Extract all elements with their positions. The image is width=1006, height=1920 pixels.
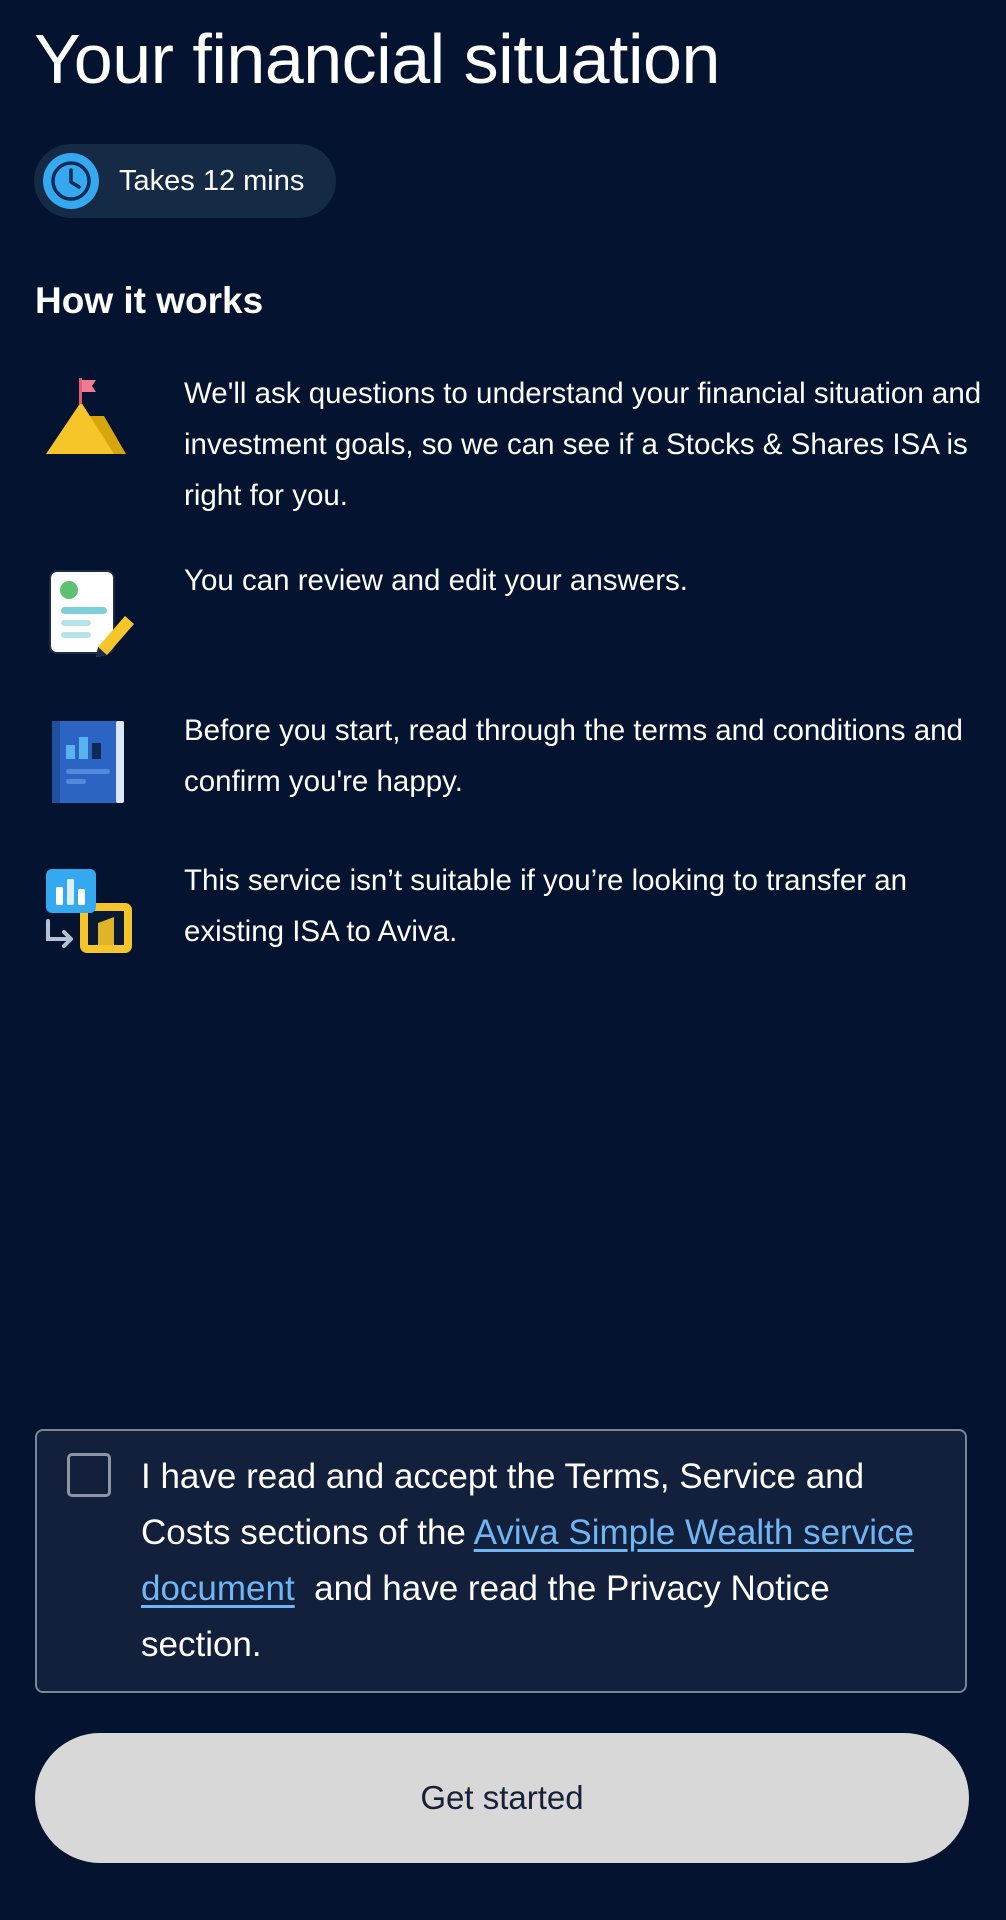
book-icon bbox=[40, 717, 140, 817]
clock-icon bbox=[43, 153, 99, 209]
duration-badge bbox=[34, 144, 336, 218]
mountain-flag-icon bbox=[40, 376, 140, 476]
step-text: This service isn’t suitable if you’re looking to transfer an existing ISA to Aviva. bbox=[184, 864, 908, 948]
step-text: Before you start, read through the terms and conditions and confirm you're happy. bbox=[184, 714, 963, 798]
consent-text-after: and have read the Privacy Notice section. bbox=[141, 1569, 840, 1664]
how-it-works-heading: How it works bbox=[35, 280, 264, 321]
page-title: Your financial situation bbox=[34, 20, 720, 98]
get-started-button[interactable]: Get started bbox=[35, 1733, 969, 1863]
duration-label: Takes 12 mins bbox=[119, 164, 305, 197]
consent-text-before: I have read and accept the Terms, Service and Costs sections of the bbox=[141, 1457, 865, 1552]
consent-panel bbox=[35, 1429, 967, 1693]
step-text: You can review and edit your answers. bbox=[184, 564, 688, 597]
step-text: We'll ask questions to understand your financial situation and investment goals, so we can see if a Stocks & Shares ISA is right for you. bbox=[184, 377, 982, 512]
terms-checkbox[interactable] bbox=[67, 1453, 111, 1497]
document-edit-icon bbox=[40, 567, 140, 667]
consent-text bbox=[141, 1449, 941, 1673]
service-document-link[interactable]: Aviva Simple Wealth service document bbox=[141, 1513, 914, 1608]
transfer-icon bbox=[40, 867, 140, 967]
